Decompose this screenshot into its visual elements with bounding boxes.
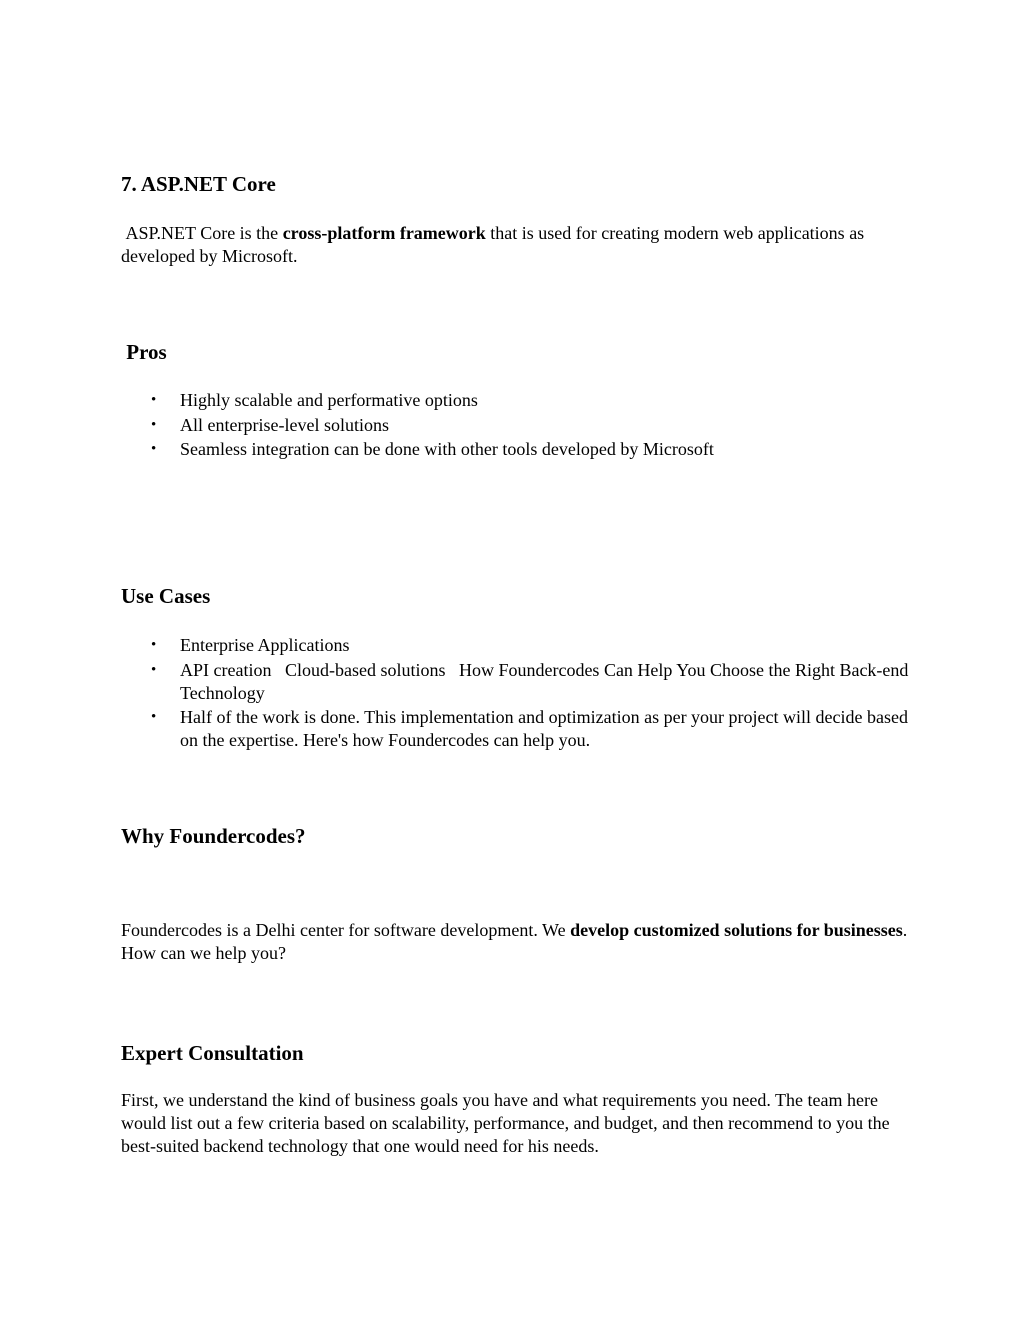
why-paragraph — [121, 919, 911, 965]
pros-list — [121, 389, 911, 463]
list-item: • Enterprise Applications — [151, 635, 350, 655]
bullet-icon: • — [151, 661, 157, 678]
bullet-icon: • — [151, 392, 157, 408]
why-text: Foundercodes is a Delhi center for software development. We — [121, 920, 571, 940]
list-item: • Highly scalable and performative options — [151, 390, 478, 410]
aspnet-heading: 7. ASP.NET Core — [121, 172, 276, 196]
why-heading: Why Foundercodes? — [121, 824, 306, 848]
list-item: • All enterprise-level solutions — [151, 414, 389, 435]
aspnet-intro-bold: cross-platform framework — [282, 223, 486, 243]
why-text-end: . How can we help you? — [121, 920, 908, 963]
list-item: • Seamless integration can be done with other tools developed by Microsoft — [151, 439, 714, 459]
bullet-icon: • — [151, 441, 157, 457]
aspnet-intro-paragraph — [121, 222, 911, 268]
aspnet-intro-text-end: that is used for creating modern web applications as developed by Microsoft. — [121, 223, 869, 266]
bullet-icon: • — [151, 416, 157, 433]
bullet-icon: • — [151, 637, 157, 653]
use-cases-heading: Use Cases — [121, 584, 211, 608]
list-item: • Half of the work is done. This implementation and optimization as per your project will decide based on the expertise. Here's how Foundercodes can help you. — [151, 707, 908, 750]
consultation-heading: Expert Consultation — [121, 1041, 304, 1065]
consultation-paragraph: First, we understand the kind of business goals you have and what requirements you need. The team here would list out a few criteria based on scalability, performance, and budget, and then recommend to you the best-suited backend technology that one would need for his needs. — [121, 1090, 890, 1156]
aspnet-intro-text: ASP.NET Core is the — [121, 223, 283, 243]
bullet-icon: • — [151, 709, 157, 725]
pros-heading: Pros — [121, 340, 167, 364]
list-item: • API creation Cloud-based solutions How Foundercodes Can Help You Choose the Right Back-end Technology — [151, 659, 913, 703]
why-bold-text: develop customized solutions for businesses — [570, 920, 903, 940]
use-cases-list — [121, 634, 911, 754]
